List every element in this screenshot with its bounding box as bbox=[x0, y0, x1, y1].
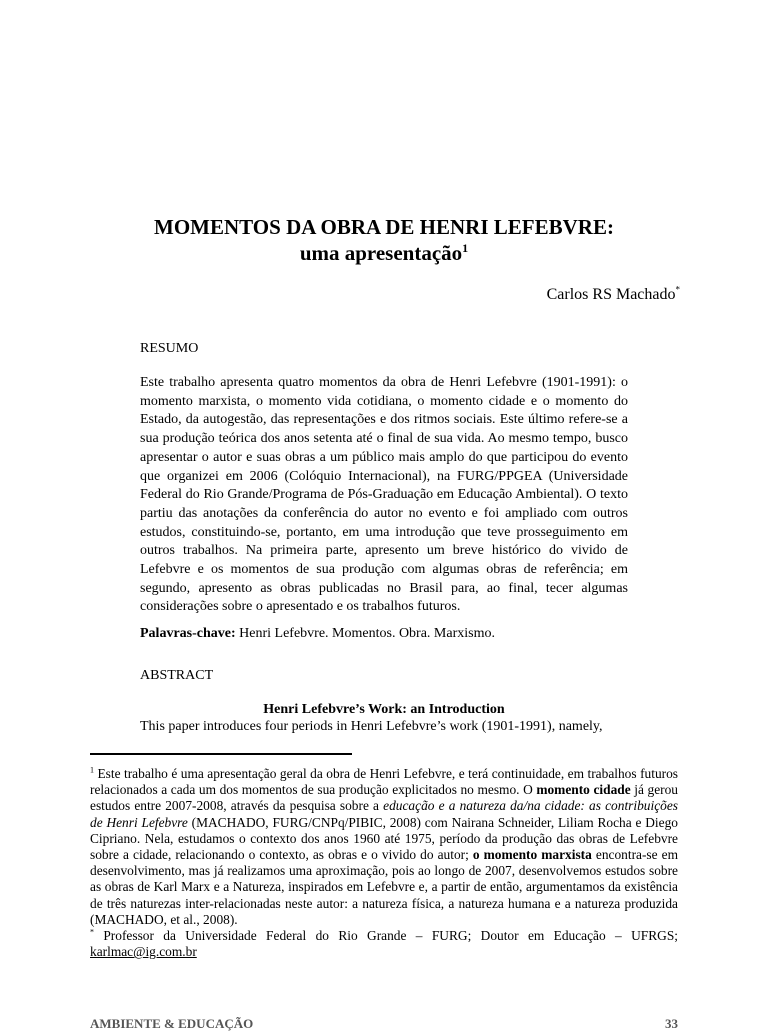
footnote-2 bbox=[90, 928, 678, 960]
keywords-text: Henri Lefebvre. Momentos. Obra. Marxismo. bbox=[235, 626, 495, 641]
author-footnote-mark[interactable]: * bbox=[675, 284, 680, 295]
footnote-1-text-d: encontra-se em desenvolvimento, mas já realizamos uma aproximação, pois ao longo de 2007, desenvolvemos estudos sobre as obras de Karl Marx e a Natureza, inspirados em Lefebvre e, a partir de então, argumentamos da existência de três naturezas inter-relacionadas neste autor: a natureza física, a natureza humana e a natureza produzida (MACHADO, et al., 2008). bbox=[90, 847, 679, 927]
footnote-1-text-a: Este trabalho é uma apresentação geral da obra de Henri Lefebvre, e terá continuidade, em trabalhos futuros relacionados a cada um dos momentos de sua produção explicitados no mesmo. O bbox=[90, 766, 678, 798]
resumo-text: Este trabalho apresenta quatro momentos da obra de Henri Lefebvre (1901-1991): o momento marxista, o momento vida cotidiana, o momento cidade e o momento do Estado, da autogestão, das representações e dos ritmos sociais. Este último refere-se a sua produção teórica dos anos setenta até o final de sua vida. Ao mesmo tempo, busco apresentar o autor e suas obras a um público mais amplo do que participou do evento que organizei em 2006 (Colóquio Internacional), na FURG/PPGEA (Universidade Federal do Rio Grande/Programa de Pós-Graduação em Educação Ambiental). O texto partiu das anotações da conferência do autor no evento e foi ampliado com outros estudos, constituindo-se, portanto, em uma introdução que teve prosseguimento em outros trabalhos. Na primeira parte, apresento um breve histórico do vivido de Lefebvre e os momentos de sua produção com algumas obras de referência; em segundo, apresento as obras publicadas no Brasil para, ao final, tecer algumas considerações sobre o apresentado e os trabalhos futuros. bbox=[140, 375, 628, 615]
resumo-heading: RESUMO bbox=[140, 341, 199, 356]
abstract-heading: ABSTRACT bbox=[140, 668, 214, 683]
footnote-2-text: Professor da Universidade Federal do Rio Grande – FURG; Doutor em Educação – UFRGS; bbox=[94, 928, 678, 944]
running-footer bbox=[90, 1016, 678, 1032]
title-line-2 bbox=[90, 240, 678, 266]
footnote-1-bold-a: momento cidade bbox=[536, 782, 631, 798]
keywords-label: Palavras-chave: bbox=[140, 626, 236, 641]
footnote-divider bbox=[90, 753, 352, 755]
title-footnote-mark[interactable]: 1 bbox=[462, 241, 469, 255]
footnote-1-text-b: já gerou estudos entre 2007-2008, através da pesquisa sobre a bbox=[90, 782, 678, 814]
title-subtitle: uma apresentação bbox=[299, 241, 463, 265]
paper-title bbox=[90, 214, 678, 266]
footnote-1 bbox=[90, 766, 678, 928]
footnote-2-mark: * bbox=[90, 927, 94, 937]
author-line bbox=[547, 286, 680, 304]
footnote-1-text-c: (MACHADO, FURG/CNPq/PIBIC, 2008) com Nairana Schneider, Liliam Rocha e Diego Cipriano. Nela, estudamos o contexto dos anos 1960 até 1975, período da produção das obras de Lefebvre sobre a cidade, relacionando o contexto, as obras e o vivido do autor; bbox=[90, 814, 678, 863]
footnote-1-italic: educação e a natureza da/na cidade: as contribuições de Henri Lefebvre bbox=[90, 798, 678, 830]
abstract-text: This paper introduces four periods in Henri Lefebvre’s work (1901-1991), namely, bbox=[140, 719, 603, 734]
author-name: Carlos RS Machado bbox=[546, 286, 676, 303]
footnotes bbox=[90, 766, 678, 960]
footnote-1-bold-b: o momento marxista bbox=[472, 847, 592, 863]
author-email-link[interactable]: karlmac@ig.com.br bbox=[90, 944, 197, 960]
running-footer-journal: AMBIENTE & EDUCAÇÃO bbox=[90, 1016, 254, 1031]
page-number: 33 bbox=[665, 1016, 678, 1031]
title-line-1: MOMENTOS DA OBRA DE HENRI LEFEBVRE: bbox=[154, 215, 614, 239]
keywords bbox=[140, 626, 628, 642]
abstract-title: Henri Lefebvre’s Work: an Introduction bbox=[263, 702, 505, 717]
footnote-1-mark: 1 bbox=[90, 765, 94, 775]
